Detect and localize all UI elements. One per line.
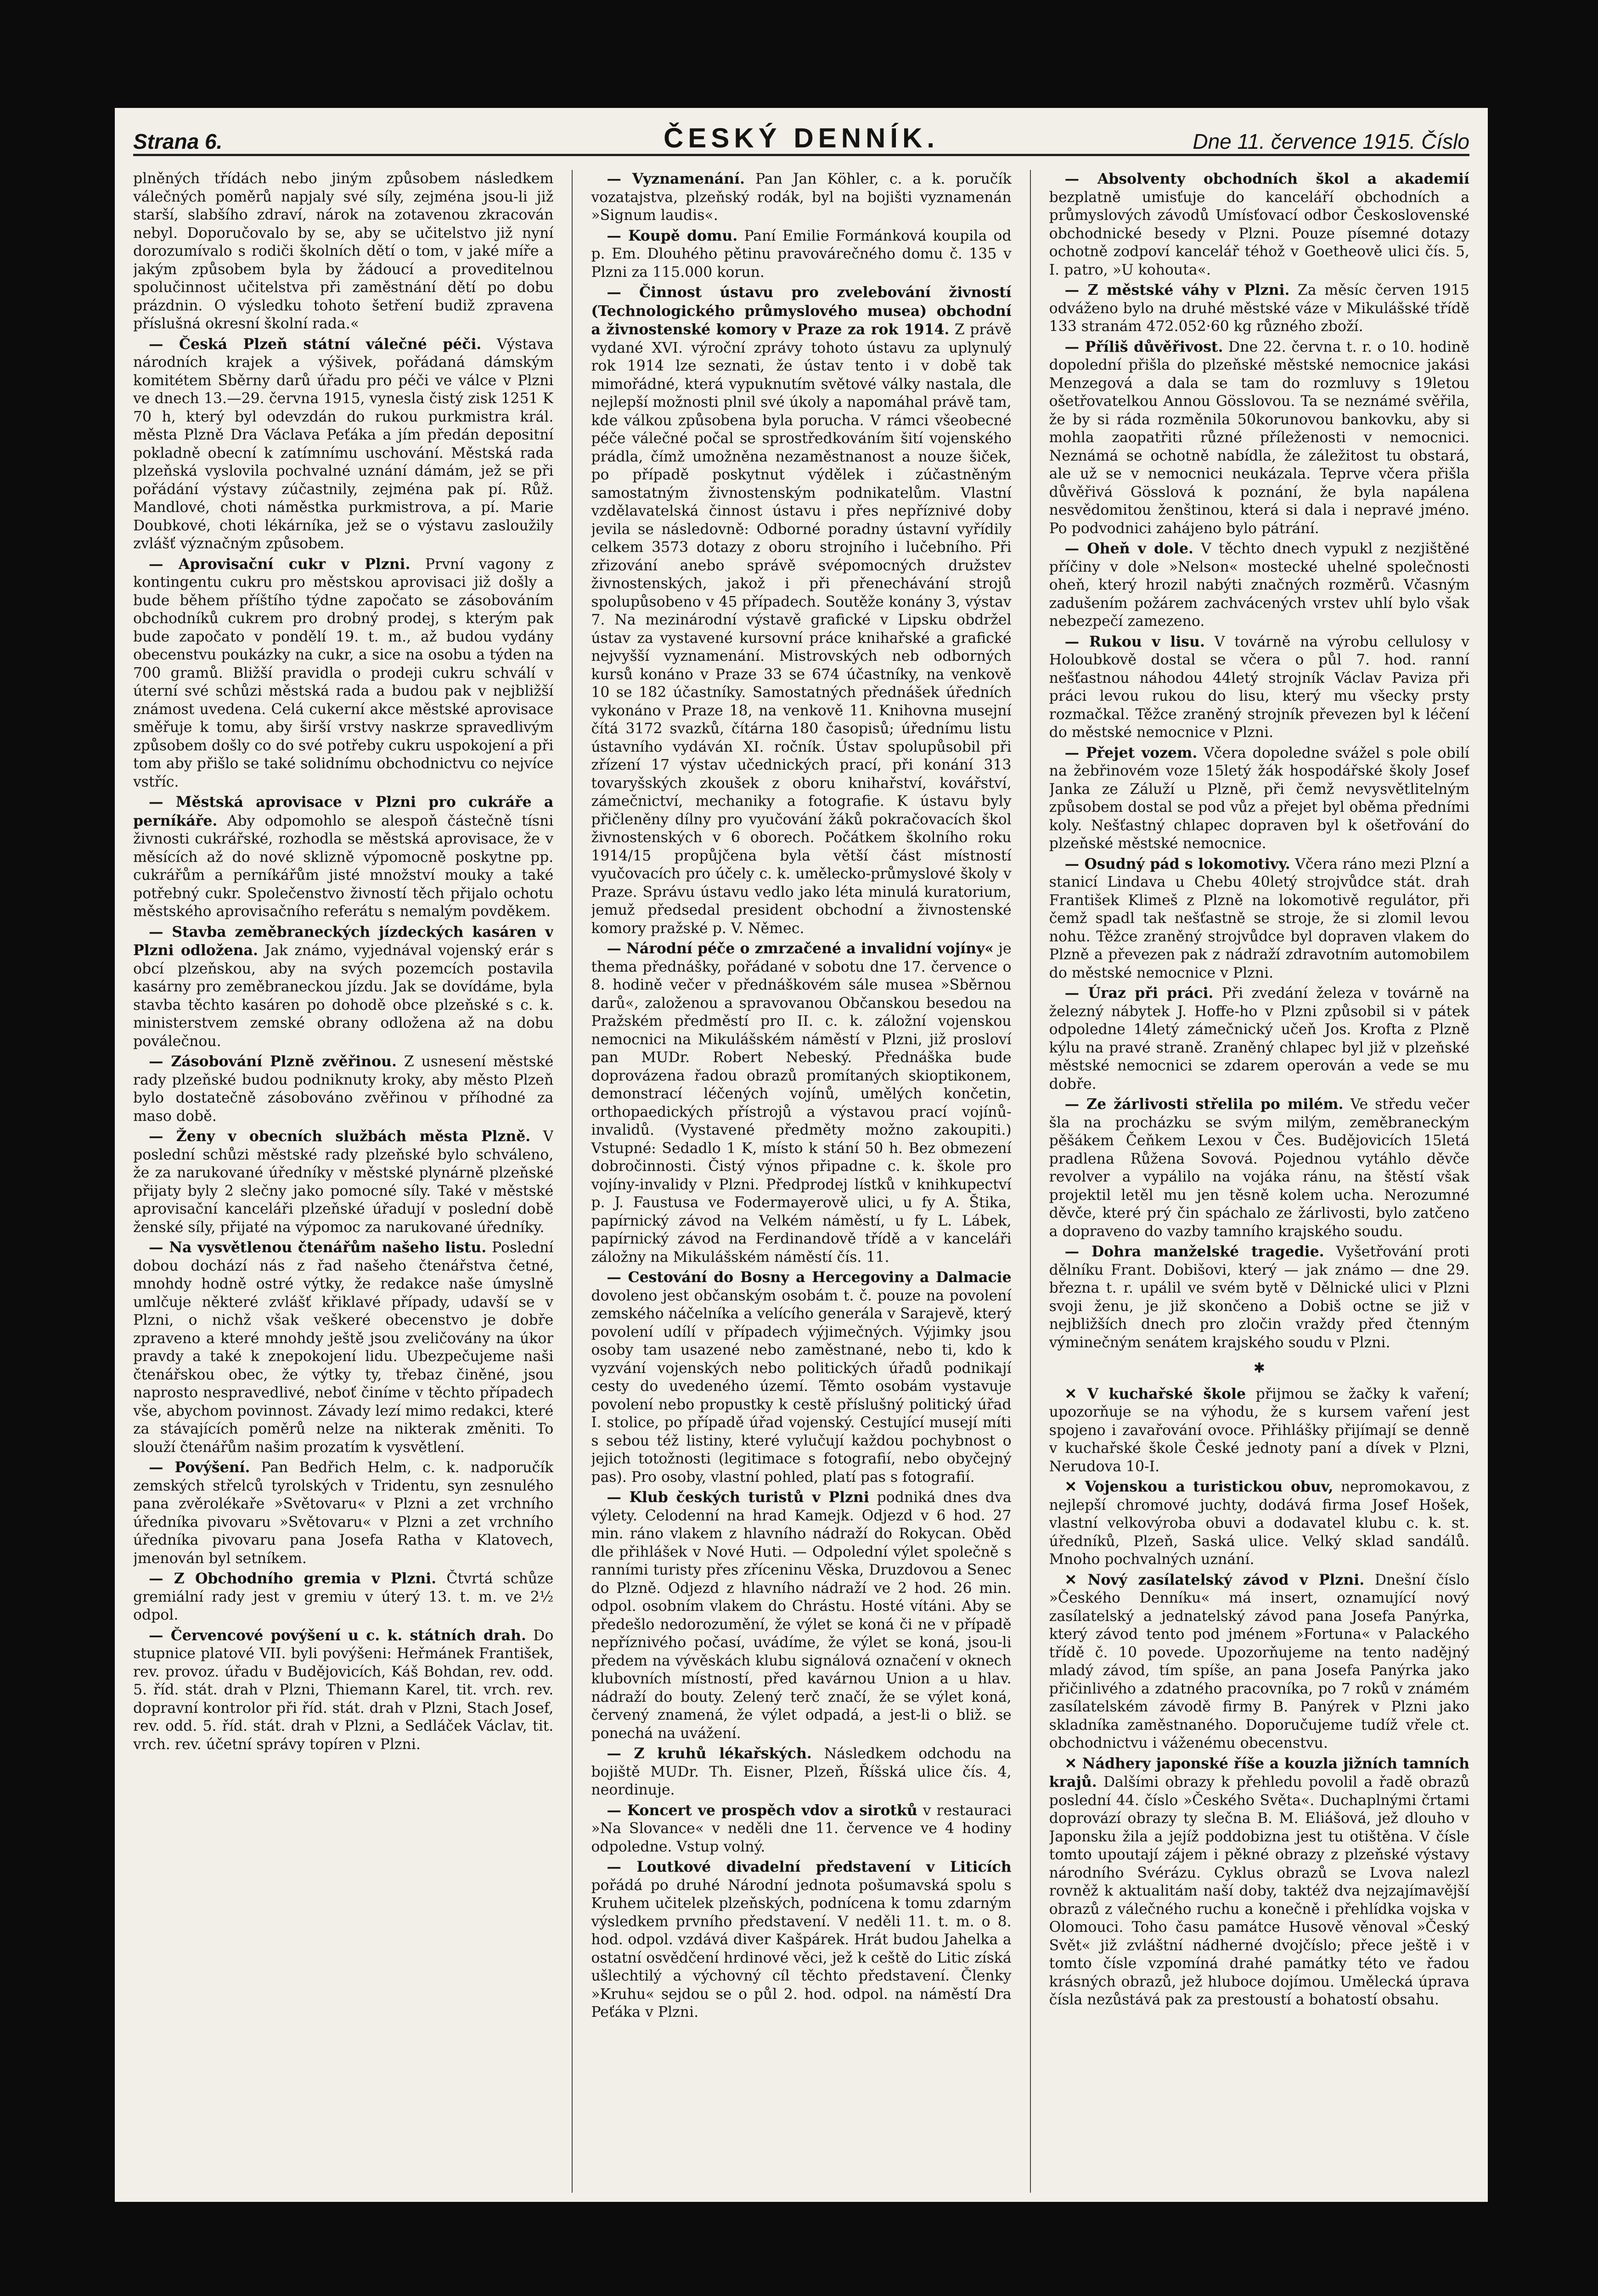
article-heading: — Dohra manželské tragedie. — [1064, 1243, 1324, 1260]
article-heading: — Z kruhů lékařských. — [607, 1745, 812, 1762]
article-body: Z usnesení městské rady plzeňské budou podniknuty kroky, aby město Plzeň bylo dostatečně zásobováno zvěřinou v příhodné za maso době. — [133, 1053, 554, 1125]
issue-date: Dne 11. července 1915. Číslo — [1193, 129, 1469, 153]
article-heading: — Městská aprovisace v Plzni pro cukráře a perníkáře. — [133, 793, 554, 829]
article-body: Při zvedání železa v továrně na železný nábytek J. Hoffe-ho v Plzni způsobil si v pátek odpoledne 14letý zámečnický učeň Jos. Krofta z Plzně kýlu na pravé straně. Zraněný chlapec byl již v plzeňské městské nemocnici se zdarem operován a vede se mu dobře. — [1049, 985, 1469, 1092]
article-paragraph — [591, 283, 1011, 938]
article-heading: — Ze žárlivosti střelila po milém. — [1064, 1096, 1344, 1113]
article-body: Jak známo, vyjednával vojenský erár s obcí plzeňskou, aby na svých pozemcích postavila kasárny pro zeměbraneckou jízdu. Jak se dovídáme, byla stavba těchto kasáren po dohodě obce plzeňské s c. k. ministerstvem zemské obrany odložena až na dobu poválečnou. — [133, 942, 554, 1050]
article-body: Do stupnice platové VII. byli povýšeni: Heřmánek František, rev. provoz. úřadu v Budějovicích, Káš Bohdan, rev. odd. 5. říd. stát. drah v Plzni, Thiemann Karel, tit. vrch. rev. dopravní kontrolor při říd. stát. drah v Plzni, Stach Josef, rev. odd. 5. říd. stát. drah v Plzni, a Sedláček Václav, tit. vrch. rev. účetní správy topíren v Plzni. — [133, 1627, 554, 1753]
article-body: Z právě vydané XVI. výroční zprávy tohoto ústavu za uplynulý rok 1914 lze seznati, že ústav tento i v době tak mimořádné, která vypuknutím světové války nastala, dle nejlepší možnosti plnil své úkoly a napomáhal právě tam, kde válkou způsobena byla porucha. V rámci všeobecné péče válečné počal se sprostředkováním šití vojenského prádla, čímž umožněna nezaměstnanost a nouze šiček, po případě poskytnut výdělek i zúčastněným samostatným živnostenským podnikatelům. Vlastní vzdělavatelská činnost ústavu i přes nepříznivé doby jevila se následovně: Odborné poradny ústavní vyřídily celkem 3573 dotazy z oboru strojního i lučebního. Při zřizování anebo správě svépomocných družstev živnostenských, jakož i při přenechávání strojů spolupůsobeno v 45 případech. Soutěže konány 3, výstav 7. Na mezinárodní výstavě grafické v Lipsku obdržel ústav za vystavené kursovní práce knihařské a grafické nejvyšší vyznamenání. Mistrovských neb odborných kursů konáno v Praze 33 se 674 účastníky, na venkově 10 se 182 účastníky. Samostatných přednášek úředních vykonáno v Praze 18, na venkově 11. Knihovna musejní čítá 3172 svazků, čítárna 180 časopisů; úřednímu listu ústavního vydáván XI. ročník. Ústav spolupůsobil při zřízení 17 výstav učednických prací, při konání 313 tovaryšských zkoušek z oboru knihařství, kovářství, zámečnictví, mechaniky a fotografie. K ústavu byly přičleněny dílny pro vyučování žáků pokračovacích škol živnostenských v 6 oborech. Počátkem školního roku 1914/15 propůjčena byla větší část místností vyučovacích pro účely c. k. umělecko-průmyslové školy v Praze. Správu ústavu vedlo jako léta minulá kuratorium, jemuž předsedal president obchodní a živnostenské komory pražské p. V. Němec. — [591, 321, 1012, 937]
article-body: plněných třídách nebo jiným způsobem následkem válečných poměrů napjaly své síly, zejména jsou-li již starší, slabšího zdraví, nárok na zotavenou zkracován nebyl. Doporučovalo by se, aby se učitelstvo již nyní dorozumívalo s rodiči školních dětí o tom, v jaké míře a jakým způsobem byla by žádoucí a proveditelnou spolučinnost učitelstva při zaměstnání dětí po dobu prázdnin. O výsledku tohoto šetření budiž zpravena příslušná okresní školní rada.« — [133, 170, 554, 332]
section-separator: ✱ — [1253, 1360, 1265, 1376]
article-heading: — Povýšení. — [149, 1459, 250, 1476]
article-body: Včera ráno mezi Plzní a stanicí Lindava u Chebu 40letý strojvůdce stát. drah František Klimeš z Plzně na lokomotivě regulátor, při čemž spadl tak nešťastně se stroje, že si zlomil levou nohu. Těžce zraněný strojvůdce byl dopraven vlakem do Plzně a převezen pak z nádraží zdravotním automobilem do městské nemocnice v Plzni. — [1049, 855, 1469, 981]
column-3 — [1049, 170, 1469, 2193]
article-paragraph — [1049, 1385, 1469, 1476]
article-heading: — Česká Plzeň státní válečné péči. — [149, 335, 482, 353]
article-paragraph — [1049, 744, 1469, 853]
article-paragraph — [1049, 170, 1469, 279]
article-heading: — Červencové povýšení u c. k. státních drah. — [149, 1626, 526, 1644]
article-body: V těchto dnech vypukl z nezjištěné příčiny v dole »Nelson« mostecké uhelné společnosti oheň, který hrozil nabýti značných rozměrů. Včasným zadušením požárem zachvácených vrstev uhlí bylo však nebezpečí zamezeno. — [1049, 540, 1469, 630]
article-body: Ve středu večer šla na procházku se svým milým, zeměbraneckým pěšákem Čeňkem Lexou v Čes. Budějovicích 15letá pradlena Růžena Sovová. Pojednou vytáhlo děvče revolver a vypálilo na vojáka ránu, na štěstí však projektil letěl mu jen těsně kolem ucha. Nerozumné děvče, které prý čin spáchalo ze žárlivosti, bylo zatčeno a dopraveno do vazby tamního krajského soudu. — [1049, 1096, 1469, 1240]
article-body: nepromokavou, z nejlepší chromové juchty, dodává firma Josef Hošek, vlastní velkovýroba obuvi a dodavatel klubu c. k. st. úředníků, Plzeň, Saská ulice. Velký sklad sandálů. Mnoho pochvalných uznání. — [1049, 1479, 1469, 1568]
article-body: Čtvrtá schůze gremiální rady jest v gremiu v úterý 13. t. m. ve 2½ odpol. — [133, 1570, 554, 1623]
column-1 — [133, 170, 553, 2193]
article-body: Poslední dobou dochází nás z řad našeho čtenářstva četné, mnohdy hodně ostré výtky, že redakce naše úmyslně umlčuje některé zvlášť křiklavé případy, udavší se v Plzni, o nichž však veškeré obecenstvo je dobře zpraveno a které mnohdy ještě jsou zveličovány na úkor pravdy a také k znepokojení lidu. Ubezpečujeme naši čtenářskou obec, že výtky ty, třebaz činěné, jsou naprosto nespravedlivé, neboť činíme v těchto případech vše, abychom povinnost. Závady lezí mimo redakci, které za stávajících poměrů nelze na nikterak změniti. To slouží čtenářům našim prozatím k vysvětlení. — [133, 1239, 554, 1456]
article-body: První vagony z kontingentu cukru pro městskou aprovisaci již došly a bude během příštího týdne započato se zásobováním obchodníků cukrem pro drobný prodej, s kterým pak bude započato v pondělí 19. t. m., až budou vydány obecenstvu poukázky na cukr, a sice na osobu a týden na 700 gramů. Bližší pravidla o prodeji cukru schválí v úterní své schůzi městská rada a budou pak v nejbližší známost uvedena. Celá cukerní akce městské aprovisace směřuje k tomu, aby širší vrstvy naskrze spravedlivým způsobem došly co do své potřeby cukru uspokojení a při tom aby přišlo se také solidnímu obchodnictvu co nejvíce vstříc. — [133, 556, 554, 790]
column-divider — [572, 170, 573, 2193]
article-paragraph — [1049, 540, 1469, 631]
article-body: Aby odpomohlo se alespoň částečně tísni živnosti cukrářské, rozhodla se městská aprovisace, že v měsících až do nové sklizně výpomocně poskytne pp. cukrářům a perníkářům jisté množství mouky a také potřebný cukr. Společenstvo živností těch přijalo ochotu městského aprovisačního referátu s nemalým povděkem. — [133, 812, 554, 920]
article-heading: — Činnost ústavu pro zvelebování živností (Technologického průmyslového musea) obchodní a živnostenské komory v Praze za rok 1914. — [591, 284, 1012, 338]
article-paragraph — [1049, 281, 1469, 336]
article-heading: — Absolventy obchodních škol a akademií — [1064, 170, 1469, 187]
article-paragraph — [133, 1238, 553, 1457]
article-paragraph — [133, 555, 553, 792]
article-heading: — Cestování do Bosny a Hercegoviny a Dalmacie — [607, 1269, 1012, 1286]
article-heading: — Úraz při práci. — [1064, 985, 1214, 1002]
article-heading: — Zásobování Plzně zvěřinou. — [149, 1053, 397, 1070]
article-body: přijmou se žačky k vaření; upozorňuje se na výhodu, že s kursem vaření jest spojeno i zavařování ovoce. Přihlášky přijímají se denně v kuchařské škole České jednoty paní a dívek v Plzni, Nerudova 10-I. — [1049, 1385, 1469, 1475]
article-heading: — Z Obchodního gremia v Plzni. — [149, 1570, 437, 1587]
column-divider — [1030, 170, 1031, 2193]
article-body: je thema přednášky, pořádané v sobotu dne 17. července o 8. hodině večer v přednáškovém sále musea »Sběrnou darů«, založenou a spravovanou Občanskou besedou na Pražském předměstí pro II. c. k. záložní vojenskou nemocnici na Mikulášském náměstí v Plzni, již prosloví pan MUDr. Robert Nebeský. Přednáška bude doprovázena řadou obrazů promítaných skioptikonem, demonstrací léčených vojínů, umělých končetin, orthopaedických přístrojů a výstavou prací vojínů-invalidů. (Vystavené předměty možno zakoupiti.) Vstupné: Sedadlo 1 K, místo k stání 50 h. Bez obmezení dobročinnosti. Čistý výnos připadne c. k. škole pro vojíny-invalidy v Plzni. Předprodej lístků v knihkupectví p. J. Faustusa ve Fodermayerově ulici, u fy A. Štika, papírnický závod na Velkém náměstí, u fy L. Lábek, papírnický závod na Ferdinandově třídě a v kanceláři záložny na Mikulášském náměstí čís. 11. — [591, 940, 1012, 1266]
article-body: Dalšími obrazy k přehledu povolil a řadě obrazů poslední 44. číslo »Českého Světa«. Duchaplnými črtami doprovází obrazy ty slečna B. M. Eliášová, jež dlouho v Japonsku žila a jejíž poddobizna jest tu otištěna. V čísle tomto upoutají zájem i pěkné obrazy z plzeňské výstavy národního Svérázu. Cyklus obrazů se Lvova nalezl rovněž k aktualitám naší doby, taktéž dva nejzajímavější obrazů z válečného ruchu a konečně i přehlídka vojska v Olomouci. Toho času památce Husově věnoval »Český Svět« již zvláštní nádherné dvojčíslo; přece ještě i v tomto čísle vzpomíná drahé památky této ve řadou krásných obrazů, jež hluboce dojímou. Umělecká úprava čísla nezůstává pak za prestoustí a bohatostí obsahu. — [1049, 1774, 1469, 2008]
article-body: Dnešní číslo »Českého Denníku« má insert, oznamující nový zasílatelský a jednatelský závod pana Josefa Panýrka, který závod tento pod jménem »Fortuna« v Palackého třídě č. 10 povede. Upozorňujeme na tento nadějný mladý závod, tím spíše, an pana Josefa Panýrka jako přičinlivého a zdatného pracovníka, po 7 roků v známém zasílatelském závodě firmy B. Panýrek v Plzni jako skladníka zaměstnaného. Doporučujeme tudíž vřele ct. obchodnictvu i váženému obecenstvu. — [1049, 1571, 1469, 1751]
article-heading: — Národní péče o zmrzačené a invalidní vojíny« — [607, 940, 994, 957]
article-heading: ✕ Nový zasílatelský závod v Plzni. — [1064, 1571, 1365, 1588]
article-paragraph — [133, 1570, 553, 1625]
article-body: Následkem odchodu na bojiště MUDr. Th. Eisner, Plzeň, Říšská ulice čís. 4, neordinuje. — [591, 1745, 1012, 1798]
article-paragraph — [1049, 984, 1469, 1093]
article-body: Paní Emilie Formánková koupila od p. Em. Dlouhého pětinu pravovárečného domu č. 135 v Plzni za 115.000 korun. — [591, 227, 1012, 281]
article-body: Pan Bedřich Helm, c. k. nadporučík zemských střelců tyrolských v Tridentu, syn zesnulého pana zvěrolékaře »Světovaru« v Plzni a zet vrchního úředníka pivovaru »Světovaru« v Plzni a zet vrchního úředníka pivovaru pana Josefa Ratha v Klatovech, jmenován byl setníkem. — [133, 1459, 554, 1567]
article-paragraph — [1049, 633, 1469, 742]
article-paragraph — [1049, 1478, 1469, 1569]
newspaper-title: ČESKÝ DENNÍK. — [663, 123, 940, 153]
article-paragraph — [591, 940, 1011, 1266]
article-paragraph — [591, 1745, 1011, 1800]
article-heading: — Rukou v lisu. — [1064, 633, 1205, 650]
article-body: Za měsíc červen 1915 odváženo bylo na druhé městské váze v Mikulášské třídě 133 stranám 472.052·60 kg různého zboží. — [1049, 282, 1469, 335]
article-heading: — Loutkové divadelní představení v Liticích — [607, 1858, 1012, 1875]
article-paragraph — [133, 1127, 553, 1237]
article-heading: ✕ V kuchařské škole — [1064, 1385, 1246, 1402]
article-body: pořádá po druhé Národní jednota pošumavská spolu s Kruhem učitelek plzeňských, podnícena k tomu zdarným výsledkem prvního představení. V neděli 11. t. m. o 8. hod. odpol. vzdává diver Kašpárek. Hrát budou Jahelka a ostatní osvědčení hrdinové věci, jež k ceště do Litic získá ušlechtilý a výchovný cíl těchto představení. Členky »Kruhu« sejdou se o půl 2. hod. odpol. na náměstí Dra Peťáka v Plzni. — [591, 1877, 1012, 2020]
article-heading: — Aprovisační cukr v Plzni. — [149, 555, 411, 573]
article-paragraph — [133, 1626, 553, 1754]
article-paragraph — [591, 1801, 1011, 1857]
article-paragraph — [133, 170, 553, 333]
columns — [133, 170, 1469, 2193]
article-paragraph — [1049, 1755, 1469, 2009]
newspaper-page — [115, 108, 1488, 2202]
article-body: Výstava národních krajek a výšivek, pořádaná dámským komitétem Sběrny darů úřadu pro péči ve válce v Plzni ve dnech 13.—29. června 1915, vynesla čistý zisk 1251 K 70 h, který byl odevzdán do rukou purkmistra král. města Plzně Dra Václava Peťáka a jím předán depositní pokladně obecní k zatímnímu uschování. Městská rada plzeňská vyslovila pochvalné uznání dámám, jež se při pořádání výstavy zúčastnily, zejména pak pí. Růž. Mandlové, choti náměstka purkmistrova, a pí. Marie Doubkové, choti lékárníka, jež se o výstavu zasloužily zvlášť význačným způsobem. — [133, 336, 554, 552]
article-paragraph — [1049, 338, 1469, 538]
article-heading: ✕ Nádhery japonské říše a kouzla jižních tamních krajů. — [1049, 1755, 1469, 1790]
article-heading: — Stavba zeměbraneckých jízdeckých kasáren v Plzni odložena. — [133, 923, 554, 959]
article-heading: — Koupě domu. — [607, 227, 738, 244]
article-heading: — Ženy v obecních službách města Plzně. — [149, 1128, 531, 1145]
article-body: Vyšetřování proti dělníku Frant. Dobišovi, který — jak známo — dne 29. března t. r. upálil ve svém bytě v Dělnické ulici v Plzni svoji ženu, je již skončeno a Dobiš octne se již v nejbližších dnech pro zločin vraždy před čtenným výminečným senátem krajského soudu v Plzni. — [1049, 1244, 1469, 1351]
article-body: V poslední schůzi městské rady plzeňské bylo schváleno, že za narukované úředníky v městské plynárně plzeňské přijaty byly 2 slečny jako pomocné síly. Také v městské aprovisační kanceláři plzeňské úřadují v poslední době ženské síly, přijaté na výpomoc za narukované úředníky. — [133, 1128, 554, 1236]
article-paragraph — [1049, 1095, 1469, 1241]
article-paragraph — [133, 335, 553, 553]
article-paragraph — [591, 1488, 1011, 1743]
article-paragraph — [133, 1458, 553, 1568]
article-paragraph — [591, 1268, 1011, 1486]
article-paragraph — [591, 1858, 1011, 2022]
article-paragraph — [133, 1052, 553, 1125]
article-body: Včera dopoledne svážel s pole obilí na žebřinovém voze 15letý žák hospodářské školy Josef Janka ze Záluží u Plzně, při čemž nevysvětlitelným způsobem dostal se pod vůz a přejet byl oběma předními koly. Nešťastný chlapec dopraven byl k ošetřování do plzeňské městské nemocnice. — [1049, 744, 1469, 852]
article-paragraph — [591, 227, 1011, 282]
article-heading: — Vyznamenání. — [607, 170, 745, 187]
article-heading: — Z městské váhy v Plzni. — [1064, 281, 1290, 298]
article-heading: — Oheň v dole. — [1064, 540, 1194, 557]
article-heading: — Osudný pád s lokomotivy. — [1064, 855, 1290, 872]
article-paragraph — [133, 923, 553, 1051]
article-paragraph — [1049, 1243, 1469, 1352]
page-number: Strana 6. — [133, 129, 223, 153]
article-heading: — Klub českých turistů v Plzni — [607, 1489, 869, 1506]
article-body: v restauraci »Na Slovance« v neděli dne 11. července ve 4 hodiny odpoledne. Vstup volný. — [591, 1802, 1012, 1855]
article-body: bezplatně umisťuje do kanceláří obchodních a průmyslových závodů Umísťovací odbor Československé obchodnické besedy v Plzni. Pouze písemné dotazy ochotně zodpoví kancelář téhož v Goetheově ulici čís. 5, I. patro, »U kohouta«. — [1049, 189, 1469, 278]
article-paragraph — [1049, 855, 1469, 983]
article-heading: — Koncert ve prospěch vdov a sirotků — [607, 1801, 917, 1819]
column-2 — [591, 170, 1011, 2193]
article-heading: ✕ Vojenskou a turistickou obuv, — [1064, 1478, 1334, 1495]
article-paragraph — [1049, 1571, 1469, 1753]
article-heading: — Přejet vozem. — [1064, 744, 1198, 761]
article-heading: — Příliš důvěřivost. — [1064, 338, 1223, 355]
article-paragraph — [591, 170, 1011, 225]
article-body: V továrně na výrobu cellulosy v Holoubkově dostal se včera o půl 7. hod. ranní nešťastnou náhodou 44letý strojník Václav Paviza při práci levou rukou do lisu, který mu všecky prsty rozmačkal. Těžce zraněný strojník převezen byl k léčení do městské nemocnice v Plzni. — [1049, 633, 1469, 741]
masthead — [133, 117, 1469, 156]
article-body: Dne 22. června t. r. o 10. hodině dopolední přišla do plzeňské městské nemocnice jakási Menzegová a dala se tam do rozmluvy s 19letou ošetřovatelkou Annou Gösslovou. Ta se neznámé svěřila, že by si ráda rozměnila 50korunovou bankovku, aby si mohla zaopatřiti různé příleženosti v nemocnici. Neznámá se ochotně nabídla, že záležitost tu obstará, ale už se v nemocnici neukázala. Teprve včera přišla důvěřivá Gösslová k poznání, že byla napálena nesvědomitou ženštinou, která si dala i nepravé jméno. Po podvodnici zahájeno bylo pátrání. — [1049, 338, 1469, 537]
article-body: dovoleno jest občanským osobám t. č. pouze na povolení zemského náčelníka a velícího generála v Sarajevě, který povolení udílí v případech výjimečných. Výjimky jsou osoby tam usazené nebo zaměstnané, nebo ti, kdo k vyzvání vojenských nebo politických úřadů podnikají cesty do uvedeného území. Těmto osobám vystavuje povolení nebo propustky k cestě příslušný politický úřad I. stolice, po případě úřad vojenský. Cestující musejí míti s sebou též listiny, které vylučují každou pochybnost o jejich totožnosti (legitimace s fotografií, nebo obyčejný pas). Pro osoby, vlastní pohled, platí pas s fotografií. — [591, 1287, 1012, 1486]
article-body: Pan Jan Köhler, c. a k. poručík vozatajstva, plzeňský rodák, byl na bojišti vyznamenán »Signum laudis«. — [591, 171, 1012, 224]
article-heading: — Na vysvětlenou čtenářům našeho listu. — [149, 1239, 487, 1256]
article-body: podniká dnes dva výlety. Celodenní na hrad Kamejk. Odjezd v 6 hod. 27 min. ráno vlakem z hlavního nádraží do Rokycan. Oběd dle přihlášek v Nové Huti. — Odpolední výlet společně s ranními turisty přes zříceninu Věska, Druzdovou a Senec do Plzně. Odjezd z hlavního nádraží ve 2 hod. 26 min. odpol. osobním vlakem do Chrástu. Hosté vítáni. Aby se předešlo nedorozumění, že výlet se koná či ne v případě nepříznivého počasí, uvádíme, že výlet se koná, jsou-li předem na vývěskách klubu signálová označení v oknech klubovních místností, před kavárnou Union a u hlav. nádraží do bouty. Zelený terč značí, že se výlet koná, červený znamená, že výlet odpadá, a jest-li o bliž. se ponechá na uvážení. — [591, 1489, 1012, 1742]
article-paragraph — [133, 793, 553, 921]
